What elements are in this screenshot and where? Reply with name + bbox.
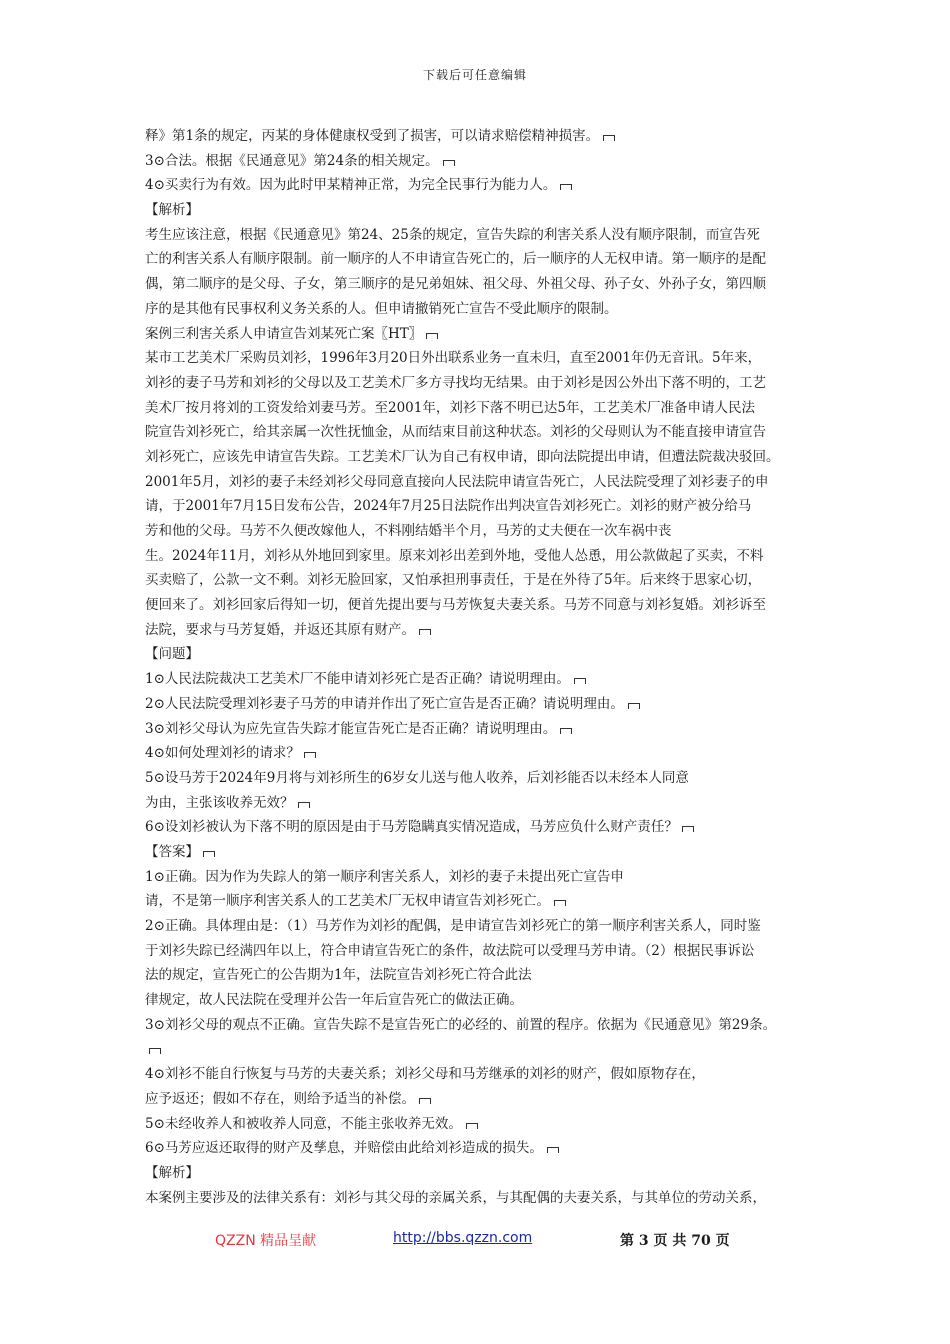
text-line bbox=[145, 988, 825, 1013]
text-line bbox=[145, 692, 825, 717]
text-line bbox=[145, 914, 825, 939]
text-line bbox=[145, 1087, 825, 1112]
paragraph-mark-icon bbox=[203, 851, 215, 857]
text-line bbox=[145, 297, 825, 322]
text-line bbox=[145, 1161, 825, 1186]
line-text: 芳和他的父母。马芳不久便改嫁他人，不料刚结婚半个月，马芳的丈夫便在一次车祸中丧 bbox=[145, 523, 672, 539]
text-line bbox=[145, 593, 825, 618]
paragraph-mark-icon bbox=[298, 802, 310, 808]
text-line bbox=[145, 865, 825, 890]
text-line bbox=[145, 568, 825, 593]
line-text: 刘衫的妻子马芳和刘衫的父母以及工艺美术厂多方寻找均无结果。由于刘衫是因公外出下落不明的，工艺 bbox=[145, 374, 766, 391]
text-line bbox=[145, 470, 825, 495]
text-line bbox=[145, 149, 825, 174]
text-line bbox=[145, 371, 825, 396]
line-text: 偶，第二顺序的是父母、子女，第三顺序的是兄弟姐妹、祖父母、外祖父母、孙子女、外孙子女，第四顺 bbox=[145, 276, 766, 293]
text-line bbox=[145, 198, 825, 223]
paragraph-mark-icon bbox=[419, 629, 431, 635]
text-line bbox=[145, 173, 825, 198]
text-line bbox=[145, 741, 825, 766]
line-text: 4⊙买卖行为有效。因为此时甲某精神正常，为完全民事行为能力人。 bbox=[145, 177, 557, 194]
paragraph-mark-icon bbox=[628, 703, 640, 709]
paragraph-mark-icon bbox=[574, 678, 586, 684]
page-header: 下载后可任意编辑 bbox=[422, 68, 527, 82]
line-text: 于刘衫失踪已经满四年以上，符合申请宣告死亡的条件，故法院可以受理马芳申请。（2）根据民事诉讼 bbox=[145, 942, 755, 959]
paragraph-mark-icon bbox=[554, 900, 566, 906]
text-line bbox=[145, 717, 825, 742]
text-line bbox=[145, 396, 825, 421]
paragraph-mark-icon bbox=[466, 1123, 478, 1129]
line-text: 法院，要求与马芳复婚，并返还其原有财产。 bbox=[145, 621, 415, 638]
line-text: 院宣告刘衫死亡，给其亲属一次性抚恤金，从而结束目前这种状态。刘衫的父母则认为不能直接申请宣告 bbox=[145, 424, 766, 441]
text-line bbox=[145, 494, 825, 519]
paragraph-mark-icon bbox=[443, 160, 455, 166]
line-text: 1⊙人民法院裁决工艺美术厂不能申请刘衫死亡是否正确？请说明理由。 bbox=[145, 671, 570, 688]
line-text: 3⊙刘衫父母的观点不正确。宣告失踪不是宣告死亡的必经的、前置的程序。依据为《民通意见》第29条。 bbox=[145, 1016, 777, 1033]
line-text: 律规定，故人民法院在受理并公告一年后宣告死亡的做法正确。 bbox=[145, 992, 523, 1009]
text-line bbox=[145, 963, 825, 988]
document-body bbox=[145, 124, 825, 1210]
line-text: 应予返还；假如不存在，则给予适当的补偿。 bbox=[145, 1090, 415, 1107]
line-text: 刘衫死亡，应该先申请宣告失踪。工艺美术厂认为自己有权申请，即向法院提出申请，但遭法院裁决驳回。 bbox=[145, 448, 780, 465]
text-line bbox=[145, 247, 825, 272]
text-line bbox=[145, 272, 825, 297]
line-text: 生。2024年11月，刘衫从外地回到家里。原来刘衫出差到外地，受他人怂恿，用公款做起了买卖，不料 bbox=[145, 547, 764, 564]
text-line bbox=[145, 1062, 825, 1087]
line-text: 案例三利害关系人申请宣告刘某死亡案〖HT〗 bbox=[145, 325, 423, 342]
footer-link[interactable]: http://bbs.qzzn.com bbox=[393, 1230, 533, 1246]
line-text: 2⊙正确。具体理由是：（1）马芳作为刘衫的配偶，是申请宣告刘衫死亡的第一顺序利害关系人，同时鉴 bbox=[145, 918, 761, 934]
text-line bbox=[145, 766, 825, 791]
line-text: 美术厂按月将刘的工资发给刘妻马芳。至2001年，刘衫下落不明已达5年，工艺美术厂准备申请人民法 bbox=[145, 399, 755, 416]
line-text: 5⊙设马芳于2024年9月将与刘衫所生的6岁女儿送与他人收养，后刘衫能否以未经本人同意 bbox=[145, 769, 689, 786]
paragraph-mark-icon bbox=[547, 1147, 559, 1153]
text-line bbox=[145, 1136, 825, 1161]
paragraph-mark-icon bbox=[603, 135, 615, 141]
text-line bbox=[145, 124, 825, 149]
footer-brand: QZZN 精品呈献 bbox=[215, 1233, 317, 1249]
line-text: 考生应该注意，根据《民通意见》第24、25条的规定，宣告失踪的利害关系人没有顺序限制，而宣告死 bbox=[145, 226, 760, 243]
line-text: 6⊙设刘衫被认为下落不明的原因是由于马芳隐瞒真实情况造成，马芳应负什么财产责任？ bbox=[145, 819, 678, 836]
line-text: 本案例主要涉及的法律关系有：刘衫与其父母的亲属关系，与其配偶的夫妻关系，与其单位的劳动关系， bbox=[145, 1189, 766, 1206]
text-line bbox=[145, 1013, 825, 1038]
text-line bbox=[145, 840, 825, 865]
paragraph-mark-icon bbox=[560, 728, 572, 734]
line-text: 法的规定，宣告死亡的公告期为1年，法院宣告刘衫死亡符合此法 bbox=[145, 967, 532, 984]
line-text: 2⊙人民法院受理刘衫妻子马芳的申请并作出了死亡宣告是否正确？请说明理由。 bbox=[145, 695, 624, 712]
text-line bbox=[145, 223, 825, 248]
paragraph-mark-icon bbox=[682, 826, 694, 832]
text-line bbox=[145, 346, 825, 371]
text-line bbox=[145, 889, 825, 914]
text-line bbox=[145, 939, 825, 964]
text-line bbox=[145, 445, 825, 470]
line-text: 【解析】 bbox=[145, 1164, 199, 1181]
paragraph-mark-icon bbox=[149, 1048, 161, 1054]
line-text: 3⊙刘衫父母认为应先宣告失踪才能宣告死亡是否正确？请说明理由。 bbox=[145, 720, 557, 737]
paragraph-mark-icon bbox=[426, 333, 438, 339]
line-text: 5⊙未经收养人和被收养人同意，不能主张收养无效。 bbox=[145, 1115, 462, 1132]
text-line bbox=[145, 1037, 825, 1062]
text-line bbox=[145, 1112, 825, 1137]
line-text: 某市工艺美术厂采购员刘衫，1996年3月20日外出联系业务一直未归，直至2001年仍无音讯。5年来， bbox=[145, 350, 762, 367]
line-text: 2001年5月，刘衫的妻子未经刘衫父母同意直接向人民法院申请宣告死亡，人民法院受理了刘衫妻子的申 bbox=[145, 473, 769, 490]
line-text: 6⊙马芳应返还取得的财产及孳息，并赔偿由此给刘衫造成的损失。 bbox=[145, 1140, 543, 1157]
text-line bbox=[145, 667, 825, 692]
text-line bbox=[145, 519, 825, 544]
line-text: 4⊙刘衫不能自行恢复与马芳的夫妻关系；刘衫父母和马芳继承的刘衫的财产，假如原物存在， bbox=[145, 1066, 705, 1083]
line-text: 序的是其他有民事权利义务关系的人。但申请撤销死亡宣告不受此顺序的限制。 bbox=[145, 300, 618, 317]
page-number: 第 3 页 共 70 页 bbox=[620, 1233, 730, 1249]
line-text: 3⊙合法。根据《民通意见》第24条的相关规定。 bbox=[145, 152, 439, 169]
line-text: 【问题】 bbox=[145, 646, 199, 663]
line-text: 亡的利害关系人有顺序限制。前一顺序的人不申请宣告死亡的，后一顺序的人无权申请。第一顺序的是配 bbox=[145, 251, 766, 268]
line-text: 1⊙正确。因为作为失踪人的第一顺序利害关系人，刘衫的妻子未提出死亡宣告申 bbox=[145, 868, 624, 885]
line-text: 【答案】 bbox=[145, 843, 199, 860]
text-line bbox=[145, 642, 825, 667]
line-text: 请，不是第一顺序利害关系人的工艺美术厂无权申请宣告刘衫死亡。 bbox=[145, 893, 550, 910]
paragraph-mark-icon bbox=[419, 1098, 431, 1104]
line-text: 【解析】 bbox=[145, 202, 199, 219]
line-text: 买卖赔了，公款一文不剩。刘衫无脸回家，又怕承担刑事责任，于是在外待了5年。后来终于思家心切， bbox=[145, 572, 762, 589]
page-footer bbox=[0, 1230, 950, 1250]
text-line bbox=[145, 618, 825, 643]
paragraph-mark-icon bbox=[560, 184, 572, 190]
line-text: 便回来了。刘衫回家后得知一切，便首先提出要与马芳恢复夫妻关系。马芳不同意与刘衫复婚。刘衫诉至 bbox=[145, 597, 766, 614]
text-line bbox=[145, 544, 825, 569]
line-text: 为由，主张该收养无效？ bbox=[145, 794, 294, 811]
paragraph-mark-icon bbox=[304, 752, 316, 758]
text-line bbox=[145, 815, 825, 840]
line-text: 释》第1条的规定，丙某的身体健康权受到了损害，可以请求赔偿精神损害。 bbox=[145, 128, 600, 144]
line-text: 4⊙如何处理刘衫的请求？ bbox=[145, 745, 300, 762]
text-line bbox=[145, 1186, 825, 1211]
text-line bbox=[145, 420, 825, 445]
text-line bbox=[145, 791, 825, 816]
text-line bbox=[145, 322, 825, 347]
line-text: 请，于2001年7月15日发布公告，2024年7月25日法院作出判决宣告刘衫死亡。刘衫的财产被分给马 bbox=[145, 498, 752, 515]
